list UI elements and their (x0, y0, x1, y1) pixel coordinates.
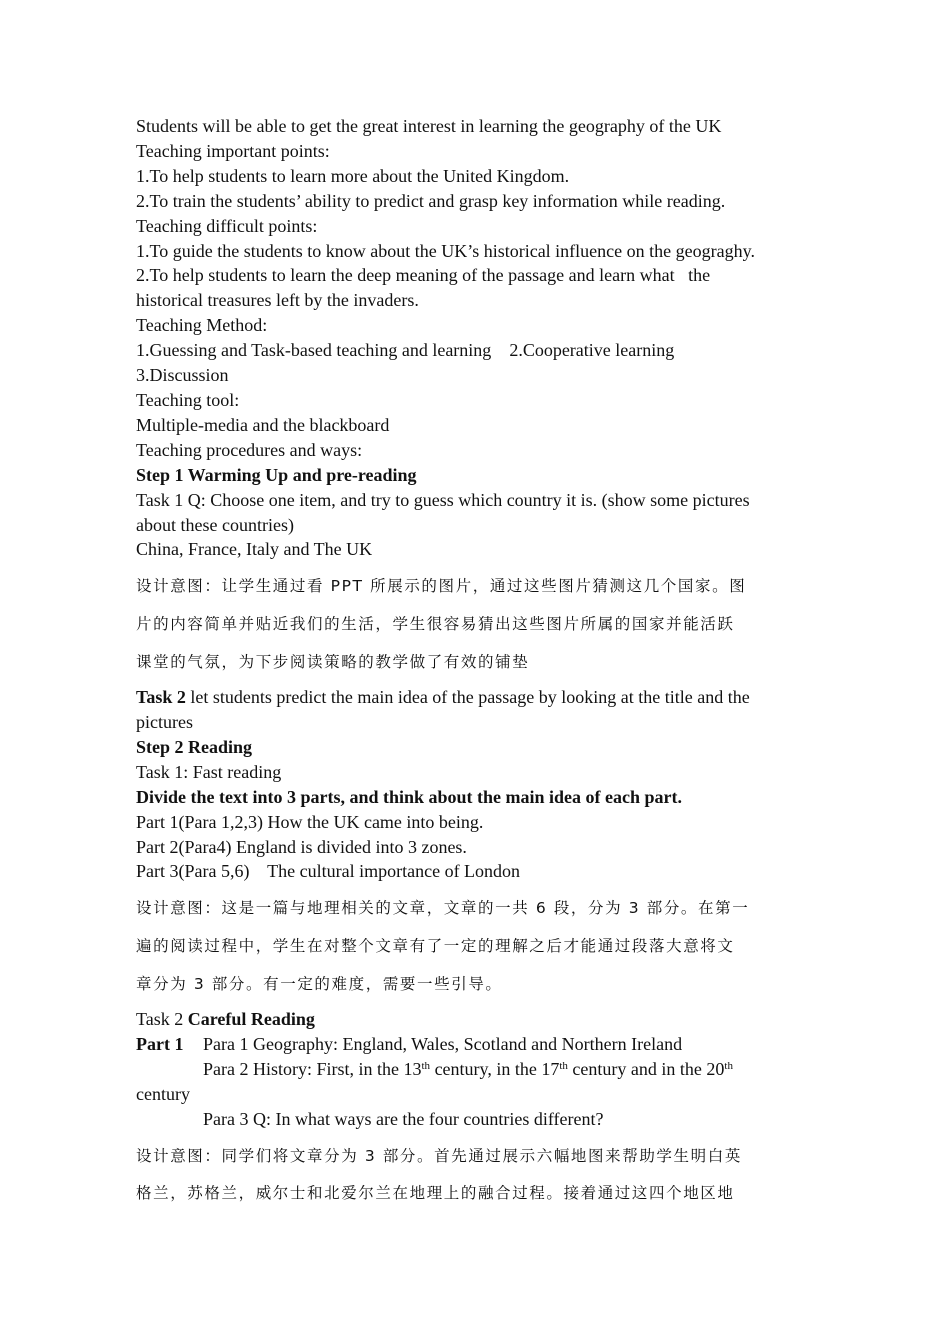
task2-label: Task 2 (136, 687, 186, 708)
important-points-heading: Teaching important points: (136, 140, 330, 161)
difficult-point-1: 1.To guide the students to know about the UK’s historical influence on the geograghy. (136, 240, 755, 261)
step2-design-intent (136, 884, 816, 1007)
part1-para1-line (136, 1032, 816, 1057)
para-2-text: Para 2 History: First, in the 13 (203, 1058, 422, 1079)
step1-design-intent (136, 562, 816, 685)
design-intent-line: 片的内容简单并贴近我们的生活，学生很容易猜出这些图片所属的国家并能活跃 (136, 614, 735, 633)
lesson-plan-body (136, 114, 816, 1217)
step2-divide-instruction: Divide the text into 3 parts, and think about the main idea of each part. (136, 786, 683, 807)
method-2: 2.Cooperative learning (509, 340, 675, 361)
teaching-method-line (136, 338, 816, 363)
difficult-point-2: 2.To help students to learn the deep meaning of the passage and learn what the (136, 265, 711, 286)
procedures-heading: Teaching procedures and ways: (136, 439, 363, 460)
task2-label: Task 2 (136, 1009, 188, 1030)
design-intent-line: 设计意图：这是一篇与地理相关的文章，文章的一共 6 段，分为 3 部分。在第一 (136, 899, 750, 918)
part1-design-intent (136, 1132, 816, 1217)
design-intent-line: 课堂的气氛，为下步阅读策略的教学做了有效的铺垫 (136, 652, 530, 671)
design-intent-line: 格兰，苏格兰，威尔士和北爱尔兰在地理上的融合过程。接着通过这四个地区地 (136, 1184, 735, 1203)
para-3: Para 3 Q: In what ways are the four countries different? (203, 1108, 604, 1129)
ordinal-suffix: th (421, 1059, 431, 1072)
teaching-objective: Students will be able to get the great interest in learning the geography of the UK (136, 116, 722, 136)
method-3: 3.Discussion (136, 365, 229, 386)
teaching-tool: Multiple-media and the blackboard (136, 414, 390, 435)
part-3-summary: Part 3(Para 5,6) The cultural importance of London (136, 861, 521, 882)
ordinal-suffix: th (559, 1059, 568, 1072)
step1-task1: Task 1 Q: Choose one item, and try to guess which country it is. (show some pictures (136, 489, 750, 510)
design-intent-line: 遍的阅读过程中，学生在对整个文章有了一定的理解之后才能通过段落大意将文 (136, 936, 735, 955)
para-2-continued: century (136, 1083, 190, 1104)
step1-task2 (136, 685, 816, 710)
step2-task1: Task 1: Fast reading (136, 761, 282, 782)
difficult-point-2-continued: historical treasures left by the invaders. (136, 290, 419, 311)
part-1-label: Part 1 (136, 1034, 184, 1055)
para-2-text: century and in the 20 (567, 1058, 725, 1079)
task2-text: let students predict the main idea of the passage by looking at the title and the (185, 687, 750, 708)
part-2-summary: Part 2(Para4) England is divided into 3 zones. (136, 836, 467, 857)
step1-task1-continued: about these countries) (136, 514, 294, 535)
teaching-tool-heading: Teaching tool: (136, 389, 240, 410)
design-intent-line: 章分为 3 部分。有一定的难度，需要一些引导。 (136, 974, 503, 993)
difficult-points-heading: Teaching difficult points: (136, 215, 318, 236)
careful-reading-label: Careful Reading (187, 1009, 315, 1030)
important-point-2: 2.To train the students’ ability to predict and grasp key information while reading. (136, 190, 726, 211)
ordinal-suffix: th (724, 1059, 733, 1072)
method-1: 1.Guessing and Task-based teaching and learning (136, 340, 492, 361)
step1-task2-continued: pictures (136, 712, 193, 732)
part-1-summary: Part 1(Para 1,2,3) How the UK came into being. (136, 811, 484, 832)
teaching-method-heading: Teaching Method: (136, 315, 268, 336)
para-1: Para 1 Geography: England, Wales, Scotland and Northern Ireland (203, 1034, 683, 1055)
step1-countries: China, France, Italy and The UK (136, 539, 373, 560)
design-intent-line: 设计意图：同学们将文章分为 3 部分。首先通过展示六幅地图来帮助学生明白英 (136, 1146, 742, 1165)
step2-heading: Step 2 Reading (136, 736, 253, 757)
step1-heading: Step 1 Warming Up and pre-reading (136, 464, 417, 485)
design-intent-line: 设计意图：让学生通过看 PPT 所展示的图片，通过这些图片猜测这几个国家。图 (136, 577, 747, 596)
important-point-1: 1.To help students to learn more about the United Kingdom. (136, 165, 570, 186)
para-2-text: century, in the 17 (430, 1058, 560, 1079)
para-2 (136, 1057, 816, 1082)
step2-task2 (136, 1007, 816, 1032)
